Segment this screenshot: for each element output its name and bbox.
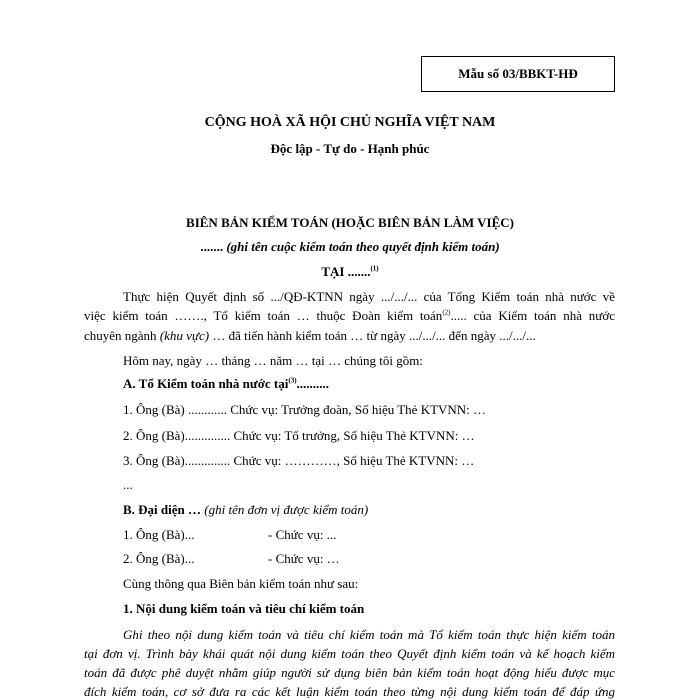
section-1-line-3: toán đã được phê duyệt nhằm giúp người sử dụng biên bản kiểm toán hoạt động hiểu được mục xyxy=(84,665,615,680)
footnote-ref-1: (1) xyxy=(370,264,379,273)
footnote-ref-3: (3) xyxy=(288,376,297,385)
intro-line-2: việc kiểm toán ……., Tổ kiểm toán … thuộc Đoàn kiểm toán$^{(2)}$..... của Kiểm toán nhà nước xyxy=(84,308,615,323)
document-subtitle xyxy=(0,239,700,255)
section-b-member-2-role: - Chức vụ: … xyxy=(268,551,340,566)
document-title: BIÊN BẢN KIỂM TOÁN (HOẶC BIÊN BẢN LÀM VIỆC) xyxy=(186,215,514,230)
section-b-member-1-role: - Chức vụ: ... xyxy=(268,527,337,542)
intro-line-1: Thực hiện Quyết định số .../QĐ-KTNN ngày .../.../... của Tổng Kiểm toán nhà nước về xyxy=(123,289,615,304)
subtitle-dots: ....... xyxy=(200,239,224,254)
section-1-line-4: đích kiểm toán, cơ sở đưa ra các kết luận kiểm toán theo từng nội dung kiểm toán để đáp ứng xyxy=(84,684,615,699)
motto: Độc lập - Tự do - Hạnh phúc xyxy=(270,141,430,156)
location-heading xyxy=(0,264,700,280)
section-a-ellipsis: ... xyxy=(123,477,133,492)
section-a-member-3: 3. Ông (Bà).............. Chức vụ: …………, Số hiệu Thẻ KTVNN: … xyxy=(123,453,475,468)
subtitle-note: (ghi tên cuộc kiểm toán theo quyết định kiểm toán) xyxy=(226,239,500,254)
section-a-member-2: 2. Ông (Bà).............. Chức vụ: Tổ trưởng, Số hiệu Thẻ KTVNN: … xyxy=(123,428,475,443)
section-b-member-1-name: 1. Ông (Bà)... xyxy=(123,527,195,542)
section-b-member-2-name: 2. Ông (Bà)... xyxy=(123,551,195,566)
national-title: CỘNG HOÀ XÃ HỘI CHỦ NGHĨA VIỆT NAM xyxy=(204,115,496,130)
form-code: Mẫu số 03/BBKT-HĐ xyxy=(458,66,578,81)
section-1-line-2: tại đơn vị. Trình bày khái quát nội dung kiểm toán theo Quyết định kiểm toán và kế hoạch kiểm xyxy=(84,646,615,661)
agreement-line: Cùng thông qua Biên bản kiểm toán như sau: xyxy=(123,576,359,591)
section-a-member-1: 1. Ông (Bà) ............ Chức vụ: Trưởng đoàn, Số hiệu Thẻ KTVNN: … xyxy=(123,402,487,417)
section-b-title: B. Đại diện … (ghi tên đơn vị được kiểm toán) xyxy=(123,502,369,517)
today-line: Hôm nay, ngày … tháng … năm … tại … chúng tôi gồm: xyxy=(123,353,423,368)
section-1-line-1: Ghi theo nội dung kiểm toán và tiêu chí kiểm toán mà Tổ kiểm toán thực hiện kiểm toán xyxy=(123,627,615,642)
section-a-title: A. Tổ Kiểm toán nhà nước tại$^{(3)}$.......... xyxy=(123,376,330,391)
form-code-box xyxy=(421,56,615,92)
intro-line-3: chuyên ngành (khu vực) … đã tiến hành kiểm toán … từ ngày .../.../... đến ngày .../.../... xyxy=(84,328,536,343)
location-label: TẠI ....... xyxy=(321,264,371,279)
footnote-ref-2: (2) xyxy=(442,308,451,317)
section-1-title: 1. Nội dung kiểm toán và tiêu chí kiểm toán xyxy=(123,601,365,616)
